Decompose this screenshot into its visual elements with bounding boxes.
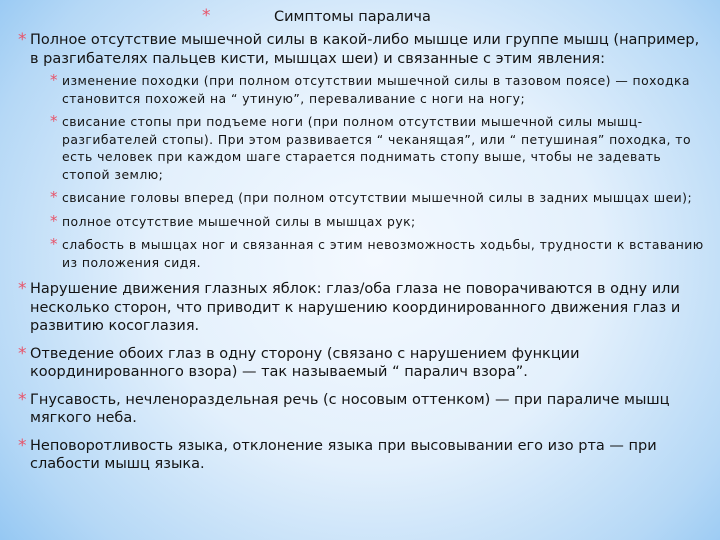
bullet-star-icon: * [18, 389, 27, 410]
bullet-star-icon: * [50, 71, 58, 89]
sub-item-text: изменение походки (при полном отсутствии мышечной силы в тазовом поясе) — походка становится похожей на “ утиную”, переваливание с ноги на ногу; [62, 73, 690, 106]
bullet-star-icon: * [202, 6, 211, 26]
sub-item-text: свисание стопы при подъеме ноги (при полном отсутствии мышечной силы мышц-разгибателей стопы). При этом развивается “ чеканящая”, или “ петушиная” походка, то есть человек при каждом шаге старается поднимать стопу выше, чтобы не задевать стопой землю; [62, 114, 691, 182]
sub-item-text: полное отсутствие мышечной силы в мышцах рук; [62, 213, 416, 229]
bullet-star-icon: * [50, 235, 58, 253]
list-item [18, 280, 708, 336]
bullet-star-icon: * [18, 30, 27, 50]
title-row [0, 6, 720, 28]
sub-list-item [50, 72, 708, 107]
symptom-list [18, 31, 708, 483]
item-text: Гнусавость, нечленораздельная речь (с носовым оттенком) — при параличе мышц мягкого неба. [30, 391, 670, 426]
item-text: Отведение обоих глаз в одну сторону (связано с нарушением функции координированного взора) — так называемый “ паралич взора”. [30, 345, 580, 380]
list-item [18, 345, 708, 382]
item-text: Неповоротливость языка, отклонение языка при высовывании его изо рта — при слабости мышц языка. [30, 437, 657, 472]
list-item [18, 391, 708, 428]
bullet-star-icon: * [18, 343, 27, 364]
item-text: Нарушение движения глазных яблок: глаз/оба глаза не поворачиваются в одну или несколько сторон, что приводит к нарушению координированного движения глаз и развитию косоглазия. [30, 281, 681, 334]
bullet-star-icon: * [50, 188, 58, 206]
item-text: Полное отсутствие мышечной силы в какой-либо мышце или группе мышц (например, в разгибателях пальцев кисти, мышцах шеи) и связанные с этим явления: [30, 32, 700, 67]
sub-item-text: слабость в мышцах ног и связанная с этим невозможность ходьбы, трудности к вставанию из положения сидя. [62, 237, 704, 270]
slide-title: Симптомы паралича [274, 9, 431, 25]
sub-item-text: свисание головы вперед (при полном отсутствии мышечной силы в задних мышцах шеи); [62, 190, 693, 205]
sub-list-item [50, 236, 708, 271]
bullet-star-icon: * [18, 435, 27, 456]
bullet-star-icon: * [18, 279, 27, 299]
bullet-star-icon: * [50, 211, 58, 230]
sub-list-item [50, 113, 708, 183]
bullet-star-icon: * [50, 112, 58, 130]
sub-list-item [50, 213, 708, 231]
sub-list-item [50, 189, 708, 207]
list-item [18, 437, 708, 474]
sub-list [30, 72, 708, 271]
list-item [18, 31, 708, 271]
